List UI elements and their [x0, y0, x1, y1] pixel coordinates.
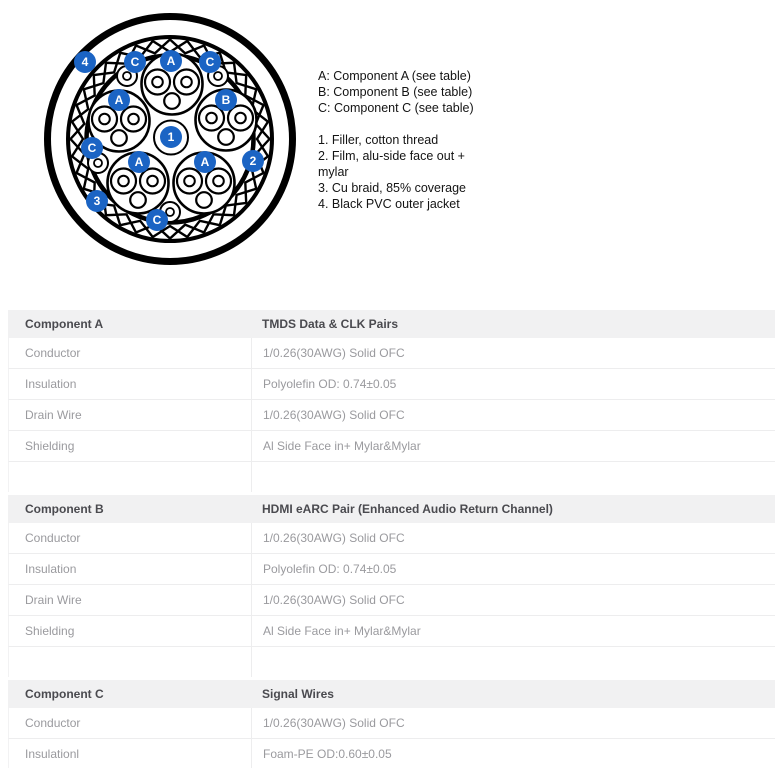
row-label: Insulationl	[25, 747, 80, 761]
cable-cross-section-diagram	[0, 0, 320, 280]
row-value: Polyolefin OD: 0.74±0.05	[251, 369, 775, 399]
diagram-badge-a	[128, 151, 150, 173]
row-value	[251, 647, 775, 677]
diagram-badge-2	[242, 150, 264, 172]
table-row	[8, 400, 775, 431]
table-name: Component A	[25, 317, 104, 331]
legend-symbols	[318, 68, 492, 116]
signal-wire-core	[123, 72, 131, 80]
conductor-core	[147, 176, 158, 187]
badge-label: C	[152, 213, 162, 228]
badge-label: B	[221, 93, 231, 108]
table-row	[8, 708, 775, 739]
legend-layer-line-0: 1. Filler, cotton thread	[318, 133, 439, 147]
conductor-core	[152, 77, 163, 88]
legend-layer-line-1: 2. Film, alu-side face out + mylar	[318, 149, 465, 179]
drain-wire	[111, 130, 127, 146]
diagram-badge-c	[146, 209, 168, 231]
row-label: Insulation	[25, 562, 77, 576]
diagram-badge-4	[74, 51, 96, 73]
badge-label: 4	[81, 55, 89, 70]
drain-wire	[130, 192, 146, 208]
row-label: Conductor	[25, 346, 81, 360]
conductor-core	[206, 113, 217, 124]
legend-symbol-line-1: B: Component B (see table)	[318, 85, 473, 99]
conductor-core	[99, 114, 110, 125]
row-label	[9, 462, 251, 492]
conductor-core	[184, 176, 195, 187]
signal-wire-core	[166, 208, 174, 216]
table-row	[8, 616, 775, 647]
table-name: Component B	[25, 502, 104, 516]
legend-layers	[318, 132, 492, 212]
badge-label: A	[134, 155, 144, 170]
row-value: 1/0.26(30AWG) Solid OFC	[251, 708, 775, 738]
conductor-core	[118, 176, 129, 187]
badge-label: 1	[167, 130, 175, 145]
diagram-badge-c	[81, 137, 103, 159]
diagram-badge-1	[160, 126, 182, 148]
row-label: Shielding	[25, 439, 75, 453]
spec-tables	[8, 310, 775, 768]
trailing-empty-row	[8, 462, 775, 492]
legend-layer-line-3: 4. Black PVC outer jacket	[318, 197, 460, 211]
row-value: 1/0.26(30AWG) Solid OFC	[251, 338, 775, 368]
row-value: Al Side Face in+ Mylar&Mylar	[251, 616, 775, 646]
badge-label: C	[87, 141, 97, 156]
row-label: Insulation	[25, 377, 77, 391]
legend-symbol-line-2: C: Component C (see table)	[318, 101, 474, 115]
drain-wire	[164, 93, 180, 109]
badge-label: A	[200, 155, 210, 170]
legend-symbol-line-0: A: Component A (see table)	[318, 69, 471, 83]
signal-wire-core	[214, 72, 222, 80]
drain-wire	[196, 192, 212, 208]
table-title: HDMI eARC Pair (Enhanced Audio Return Channel)	[262, 502, 553, 516]
table-row	[8, 523, 775, 554]
drain-wire	[218, 129, 234, 145]
diagram-badge-a	[108, 89, 130, 111]
table-row	[8, 431, 775, 462]
row-label	[9, 647, 251, 677]
table-row	[8, 338, 775, 369]
diagram-legend	[318, 68, 492, 212]
row-label: Drain Wire	[25, 593, 82, 607]
badge-label: 3	[93, 194, 101, 209]
row-label: Drain Wire	[25, 408, 82, 422]
table-row	[8, 739, 775, 768]
badge-label: C	[130, 55, 140, 70]
row-value: Polyolefin OD: 0.74±0.05	[251, 554, 775, 584]
diagram-badge-a	[194, 151, 216, 173]
conductor-core	[213, 176, 224, 187]
diagram-badge-c	[199, 51, 221, 73]
badge-label: 2	[249, 154, 257, 169]
row-label: Shielding	[25, 624, 75, 638]
badge-label: A	[166, 54, 176, 69]
badge-label: C	[205, 55, 215, 70]
diagram-badge-b	[215, 89, 237, 111]
row-value	[251, 462, 775, 492]
row-value: 1/0.26(30AWG) Solid OFC	[251, 400, 775, 430]
signal-wire-core	[94, 159, 102, 167]
table-row	[8, 585, 775, 616]
row-value: Foam-PE OD:0.60±0.05	[251, 739, 775, 768]
row-value: 1/0.26(30AWG) Solid OFC	[251, 585, 775, 615]
component-a-table	[8, 310, 775, 492]
table-title: TMDS Data & CLK Pairs	[262, 317, 399, 331]
legend-layer-line-2: 3. Cu braid, 85% coverage	[318, 181, 467, 195]
component-b-header	[8, 495, 775, 523]
diagram-badge-c	[124, 51, 146, 73]
conductor-core	[128, 114, 139, 125]
row-value: 1/0.26(30AWG) Solid OFC	[251, 523, 775, 553]
diagram-badge-3	[86, 190, 108, 212]
component-c-table	[8, 680, 775, 768]
badge-label: A	[114, 93, 124, 108]
table-name: Component C	[25, 687, 104, 701]
trailing-empty-row	[8, 647, 775, 677]
table-title: Signal Wires	[262, 687, 334, 701]
conductor-core	[181, 77, 192, 88]
component-a-header	[8, 310, 775, 338]
conductor-core	[235, 113, 246, 124]
component-c-header	[8, 680, 775, 708]
row-label: Conductor	[25, 531, 81, 545]
table-row	[8, 369, 775, 400]
diagram-badge-a	[160, 50, 182, 72]
component-b-table	[8, 495, 775, 677]
row-label: Conductor	[25, 716, 81, 730]
table-row	[8, 554, 775, 585]
row-value: Al Side Face in+ Mylar&Mylar	[251, 431, 775, 461]
